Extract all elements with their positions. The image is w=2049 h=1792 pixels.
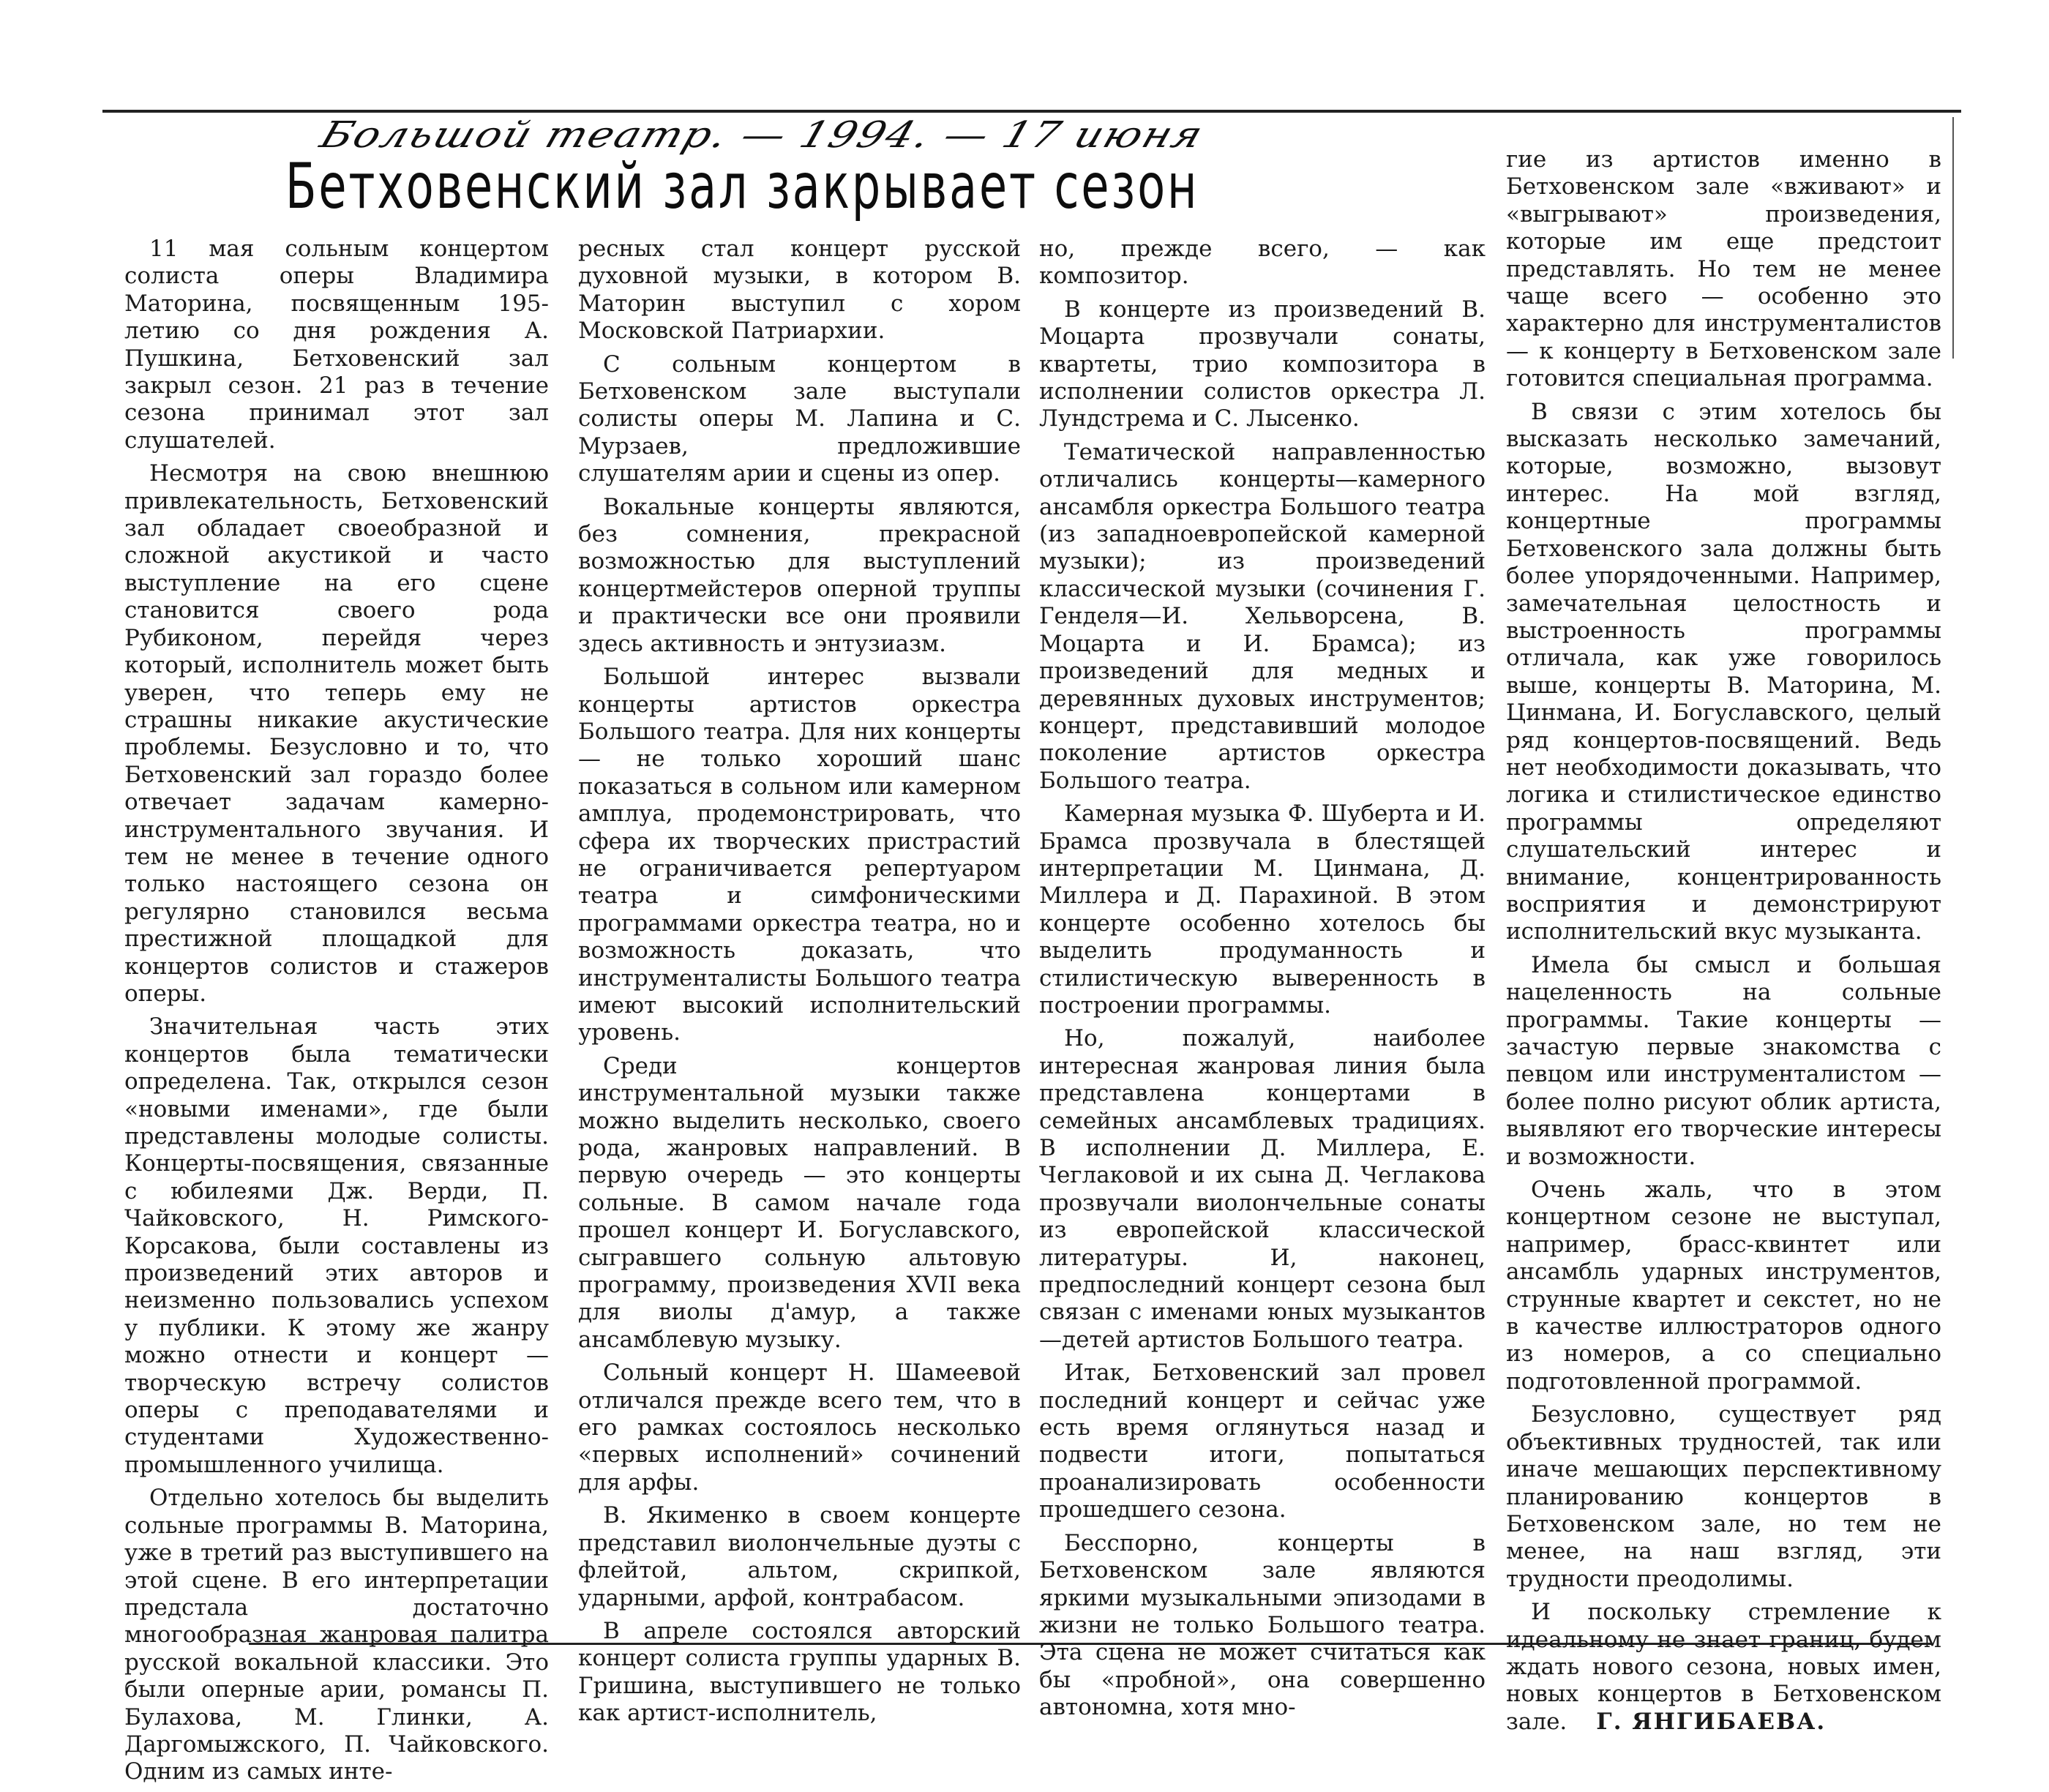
- article-paragraph: Безусловно, существует ряд объективных трудностей, так или иначе мешающих перспективному планированию концертов в Бетховенском зале, но тем не менее, на наш взгляд, эти трудности преодолимы.: [1506, 1401, 1941, 1592]
- article-paragraph: В связи с этим хотелось бы высказать несколько замечаний, которые, возможно, вызовут интерес. На мой взгляд, концертные программы Бетховенского зала должны быть более упорядоченными. Например, замечательная целостность и выстроенность программы отличала, как уже говорилось выше, концерты В. Маторина, М. Цинмана, И. Богуславского, целый ряд концертов-посвящений. Ведь нет необходимости доказывать, что логика и стилистическое единство программы определяют слушательский интерес и внимание, концентрированность восприятия и демонстрируют исполнительский вкус музыканта.: [1506, 398, 1941, 945]
- article-paragraph: Очень жаль, что в этом концертном сезоне не выступал, например, брасс-квинтет или ансамбль ударных инструментов, струнные квартет и секстет, но не в качестве иллюстраторов одного из номеров, а со специально подготовленной программой.: [1506, 1177, 1941, 1395]
- article-paragraph: Несмотря на свою внешнюю привлекательность, Бетховенский зал обладает своеобразной и сложной акустикой и часто выступление на его сцене становится своего рода Рубиконом, перейдя через который, исполнитель может быть уверен, что теперь ему не страшны никакие акустические проблемы. Безусловно и то, что Бетховенский зал гораздо более отвечает задачам камерно-инструментального звучания. И тем не менее в течение одного только настоящего сезона он регулярно становился весьма престижной площадкой для концертов солистов и стажеров оперы.: [124, 460, 549, 1007]
- article-paragraph: Большой интерес вызвали концерты артистов оркестра Большого театра. Для них концерты — не только хороший шанс показаться в сольном или камерном амплуа, продемонстрировать, что сфера их творческих пристрастий не ограничивается репертуаром театра и симфоническими программами оркестра театра, но и возможность доказать, что инструменталисты Большого театра имеют высокий исполнительский уровень.: [578, 664, 1021, 1046]
- article-paragraph: Камерная музыка Ф. Шуберта и И. Брамса прозвучала в блестящей интерпретации М. Цинмана, Д. Миллера и Д. Парахиной. В этом концерте особенно хотелось бы выделить продуманность и стилистическую выверенность в построении программы.: [1039, 801, 1486, 1019]
- column-3: [1039, 236, 1486, 1728]
- column-1: [124, 236, 549, 1792]
- article-paragraph: Отдельно хотелось бы выделить сольные программы В. Маторина, уже в третий раз выступившего на этой сцене. В его интерпретации предстала достаточно многообразная жанровая палитра русской вокальной классики. Это были оперные арии, романсы П. Булахова, М. Глинки, А. Даргомыжского, П. Чайковского. Одним из самых инте-: [124, 1485, 549, 1785]
- article-paragraph: но, прежде всего, — как композитор.: [1039, 236, 1486, 290]
- article-paragraph: В апреле состоялся авторский концерт солиста группы ударных В. Гришина, выступившего не только как артист-исполнитель,: [578, 1617, 1021, 1727]
- article-paragraph: Сольный концерт Н. Шамеевой отличался прежде всего тем, что в его рамках состоялось несколько «первых исполнений» сочинений для арфы.: [578, 1360, 1021, 1496]
- column-4: [1506, 146, 1941, 1742]
- article-paragraph: Бесспорно, концерты в Бетховенском зале являются яркими музыкальными эпизодами в жизни не только Большого театра. Эта сцена не может считаться как бы «пробной», она совершенно автономна, хотя мно-: [1039, 1529, 1486, 1721]
- article-paragraph: Но, пожалуй, наиболее интересная жанровая линия была представлена концертами в семейных ансамблевых традициях. В исполнении Д. Миллера, Е. Чеглаковой и их сына Д. Чеглакова прозвучали виолончельные сонаты из европейской классической литературы. И, наконец, предпоследний концерт сезона был связан с именами юных музыкантов—детей артистов Большого театра.: [1039, 1025, 1486, 1353]
- handwritten-note: Большой театр. — 1994. — 17 июня: [315, 113, 1210, 156]
- article-paragraph: В. Якименко в своем концерте представил виолончельные дуэты с флейтой, альтом, скрипкой, ударными, арфой, контрабасом.: [578, 1502, 1021, 1611]
- column-2: [578, 236, 1021, 1733]
- article-paragraph: ресных стал концерт русской духовной музыки, в котором В. Маторин выступил с хором Московской Патриархии.: [578, 236, 1021, 345]
- article-paragraph: Значительная часть этих концертов была тематически определена. Так, открылся сезон «новыми именами», где были представлены молодые солисты. Концерты-посвящения, связанные с юбилеями Дж. Верди, П. Чайковского, Н. Римского-Корсакова, были составлены из произведений этих авторов и неизменно пользовались успехом у публики. К этому же жанру можно отнести и концерт — творческую встречу солистов оперы с преподавателями и студентами Художественно-промышленного училища.: [124, 1013, 549, 1478]
- article-paragraph: гие из артистов именно в Бетховенском зале «вживают» и «выгрывают» произведения, которые им еще предстоит представлять. Но тем не менее чаще всего — особенно это характерно для инструменталистов — к концерту в Бетховенском зале готовится специальная программа.: [1506, 146, 1941, 392]
- article-paragraph: В концерте из произведений В. Моцарта прозвучали сонаты, квартеты, трио композитора в исполнении солистов оркестра Л. Лундстрема и С. Лысенко.: [1039, 296, 1486, 432]
- article-paragraph: С сольным концертом в Бетховенском зале выступали солисты оперы М. Лапина и С. Мурзаев, предложившие слушателям арии и сцены из опер.: [578, 350, 1021, 487]
- article-paragraph: Имела бы смысл и большая нацеленность на сольные программы. Такие концерты — зачастую первые знакомства с певцом или инструменталистом — более полно рисуют облик артиста, выявляют его творческие интересы и возможности.: [1506, 951, 1941, 1170]
- article-paragraph: Вокальные концерты являются, без сомнения, прекрасной возможностью для выступлений концертмейстеров оперной труппы и практически все они проявили здесь активность и энтузиазм.: [578, 493, 1021, 657]
- article-paragraph: Среди концертов инструментальной музыки также можно выделить несколько, своего рода, жанровых направлений. В первую очередь — это концерты сольные. В самом начале года прошел концерт И. Богуславского, сыгравшего сольную альтовую программу, произведения XVII века для виолы д'амур, а также ансамблевую музыку.: [578, 1052, 1021, 1353]
- article-paragraph: 11 мая сольным концертом солиста оперы Владимира Маторина, посвященным 195-летию со дня рождения А. Пушкина, Бетховенский зал закрыл сезон. 21 раз в течение сезона принимал этот зал слушателей.: [124, 236, 549, 454]
- article-paragraph: Тематической направленностью отличались концерты—камерного ансамбля оркестра Большого театра (из западноевропейской камерной музыки); из произведений классической музыки (сочинения Г. Генделя—И. Хельворсена, В. Моцарта и И. Брамса); из произведений для медных и деревянных духовых инструментов; концерт, представивший молодое поколение артистов оркестра Большого театра.: [1039, 438, 1486, 794]
- article-paragraph: И поскольку стремление к идеальному не знает границ, будем ждать нового сезона, новых имен, новых концертов в Бетховенском зале. Г. ЯНГИБАЕВА.: [1506, 1599, 1941, 1735]
- top-rule: [102, 110, 1961, 113]
- column-divider: [1952, 117, 1954, 359]
- headline: Бетховенский зал закрывает сезон: [285, 150, 1199, 223]
- author-signature: Г. ЯНГИБАЕВА.: [1596, 1708, 1827, 1735]
- article-paragraph: Итак, Бетховенский зал провел последний концерт и сейчас уже есть время оглянуться назад и подвести итоги, попытаться проанализировать особенности прошедшего сезона.: [1039, 1360, 1486, 1523]
